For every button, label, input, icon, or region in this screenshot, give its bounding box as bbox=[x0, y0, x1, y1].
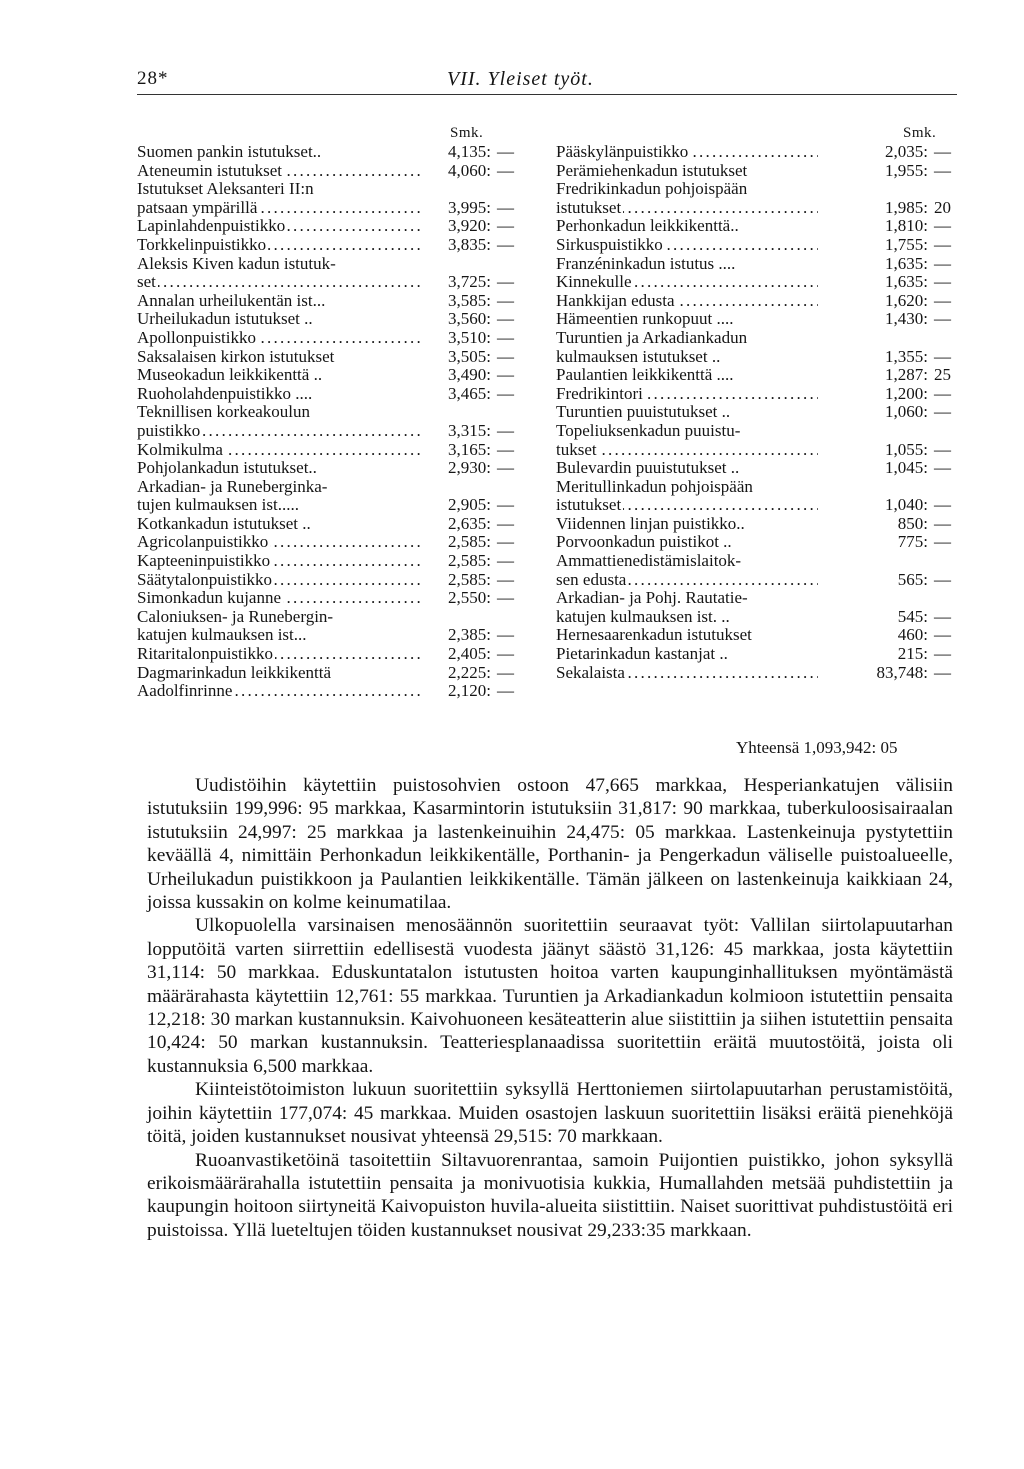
expense-item-name: Agricolanpuistikko . . . bbox=[137, 533, 429, 552]
expense-row bbox=[556, 292, 962, 311]
expense-item-fraction: — bbox=[497, 327, 514, 347]
expense-item-fraction: — bbox=[934, 662, 951, 682]
expense-row bbox=[137, 608, 527, 627]
expense-item-name: Hämeentien runkopuut .... bbox=[556, 310, 734, 329]
expense-row bbox=[137, 664, 527, 683]
expense-item-name: Sirkuspuistikko . . . bbox=[556, 236, 818, 255]
expense-row bbox=[556, 255, 962, 274]
expense-item-amount: 3,585: bbox=[448, 290, 491, 310]
expense-item-fraction: — bbox=[497, 551, 514, 571]
grand-total: Yhteensä 1,093,942: 05 bbox=[736, 738, 898, 757]
expense-item-amount: 1,040: bbox=[885, 495, 928, 515]
expense-item-name: Fredrikinkadun pohjoispään bbox=[556, 180, 748, 199]
expense-row bbox=[556, 236, 962, 255]
expense-item-fraction: — bbox=[934, 346, 951, 366]
expense-item-fraction: — bbox=[934, 625, 951, 645]
expense-item-fraction: — bbox=[497, 272, 514, 292]
expense-item-name: Apollonpuistikko . . . bbox=[137, 329, 429, 348]
expense-item-name: Bulevardin puuistutukset .. bbox=[556, 459, 740, 478]
expense-item-name: tukset . . . bbox=[556, 441, 818, 460]
expense-row bbox=[137, 552, 527, 571]
expense-item-name: Turuntien ja Arkadiankadun bbox=[556, 328, 748, 347]
right-expense-column bbox=[556, 124, 962, 682]
expense-item-name: Caloniuksen- ja Runebergin- bbox=[137, 607, 334, 626]
expense-row bbox=[137, 571, 527, 590]
expense-row bbox=[137, 682, 527, 701]
expense-row bbox=[556, 496, 962, 515]
expense-item-amount: 3,995: bbox=[448, 197, 491, 217]
expense-item-name: katujen kulmauksen ist. .. bbox=[556, 607, 730, 626]
expense-item-amount: 1,810: bbox=[885, 216, 928, 236]
expense-row bbox=[556, 571, 962, 590]
expense-item-fraction: — bbox=[934, 272, 951, 292]
expense-item-name: Kapteeninpuistikko . . . bbox=[137, 552, 429, 571]
expense-item-amount: 83,748: bbox=[876, 662, 928, 682]
expense-item-fraction: — bbox=[934, 234, 951, 254]
left-expense-list bbox=[137, 143, 527, 701]
expense-item-amount: 2,635: bbox=[448, 513, 491, 533]
expense-item-name: Annalan urheilukentän ist... bbox=[137, 291, 326, 310]
expense-item-fraction: — bbox=[497, 420, 514, 440]
expense-item-amount: 2,385: bbox=[448, 625, 491, 645]
expense-item-fraction: — bbox=[934, 160, 951, 180]
expense-item-amount: 2,225: bbox=[448, 662, 491, 682]
expense-item-fraction: — bbox=[497, 234, 514, 254]
expense-item-fraction: — bbox=[497, 569, 514, 589]
expense-item-fraction: — bbox=[497, 495, 514, 515]
expense-item-name: Franzéninkadun istutus .... bbox=[556, 254, 736, 273]
expense-row bbox=[556, 310, 962, 329]
expense-item-name: Ammattienedistämislaitok- bbox=[556, 552, 742, 571]
expense-row bbox=[137, 366, 527, 385]
expense-item-fraction: — bbox=[934, 216, 951, 236]
expense-item-amount: 1,430: bbox=[885, 309, 928, 329]
expense-item-amount: 215: bbox=[897, 644, 928, 664]
page-number: 28* bbox=[137, 68, 169, 89]
paragraph-real-estate: Kiinteistötoimiston lukuun suoritettiin syksyllä Herttoniemen siirtolapuutarhan perustamistöitä, joihin käytettiin 177,074: 45 markkaa. Muiden osastojen laskuun suoritettiin lisäksi eräitä pienehköjä töitä, joiden kustannukset nousivat yhteensä 29,515: 70 markkaan. bbox=[147, 1079, 953, 1148]
expense-row bbox=[556, 162, 962, 181]
expense-item-amount: 1,755: bbox=[885, 234, 928, 254]
paragraph-renewals: Uudistöihin käytettiin puistosohvien ostoon 47,665 markkaa, Hesperiankatujen välisiin istutuksiin 199,996: 95 markkaa, Kasarmintorin istutuksiin 31,817: 90 markkaa, tuberkuloosisairaalan istutuksiin 24,997: 25 markkaa ja lastenkeinuihin 24,475: 05 markkaa. Lastenkeinuja pystytettiin keväällä 4, nimittäin Perhonkadun leikkikentälle, Porthanin- ja Pengerkadun väliselle puistoalueelle, Urheilukadun puistikkoon ja Paulantien leikkikentälle. Tämän jälkeen on lastenkeinuja kaikkiaan 24, joissa kussakin on kolme keinumatilaa. bbox=[147, 775, 953, 914]
expense-item-fraction: — bbox=[934, 644, 951, 664]
expense-item-fraction: — bbox=[934, 402, 951, 422]
expense-row bbox=[137, 329, 527, 348]
expense-item-name: Arkadian- ja Pohj. Rautatie- bbox=[556, 589, 748, 608]
expense-item-amount: 3,315: bbox=[448, 420, 491, 440]
expense-item-amount: 1,955: bbox=[885, 160, 928, 180]
expense-row bbox=[556, 217, 962, 236]
expense-item-name: Säätytalonpuistikko . . . bbox=[137, 571, 429, 590]
expense-item-name: Arkadian- ja Runeberginka- bbox=[137, 477, 328, 496]
expense-item-amount: 1,287: bbox=[885, 365, 928, 385]
currency-header-left: Smk. bbox=[450, 125, 484, 141]
expense-item-amount: 2,120: bbox=[448, 681, 491, 701]
expense-row bbox=[556, 273, 962, 292]
expense-row bbox=[556, 180, 962, 199]
expense-item-fraction: — bbox=[934, 569, 951, 589]
expense-item-amount: 2,550: bbox=[448, 588, 491, 608]
expense-row bbox=[137, 236, 527, 255]
expense-row bbox=[137, 459, 527, 478]
expense-row bbox=[556, 608, 962, 627]
expense-row bbox=[556, 589, 962, 608]
expense-row bbox=[137, 533, 527, 552]
expense-item-name: kulmauksen istutukset .. bbox=[556, 347, 721, 366]
expense-item-name: Suomen pankin istutukset.. bbox=[137, 143, 322, 161]
expense-item-fraction: — bbox=[497, 644, 514, 664]
expense-item-name: Kotkankadun istutukset .. bbox=[137, 514, 311, 533]
expense-row bbox=[556, 422, 962, 441]
expense-row bbox=[137, 515, 527, 534]
expense-item-amount: 1,055: bbox=[885, 439, 928, 459]
expense-item-name: sen edusta . . . bbox=[556, 571, 818, 590]
paragraph-extra-budget: Ulkopuolella varsinaisen menosäännön suoritettiin seuraavat työt: Vallilan siirtolapuutarhan lopputöitä varten siirrettiin edellisestä vuodesta jäänyt säästö 31,126: 45 markkaa, josta käytettiin 31,114: 50 markkaa. Eduskuntatalon istutusten hoitoa varten kaupunginhallituksen myöntämästä määrärahasta käytettiin 12,761: 55 markkaa. Turuntien ja Arkadiankadun kolmioon istutettiin pensaita 12,218: 30 markan kustannuksin. Kaivohuoneen kesäteatterin alue siistittiin ja siihen istutettiin pensaita 10,424: 50 markan kustannuksin. Teatteriesplanaadissa suoritettiin eräitä muutostöitä, joista oli kustannuksia 6,500 markkaa. bbox=[147, 915, 953, 1077]
expense-item-amount: 775: bbox=[897, 532, 928, 552]
expense-item-name: Pohjolankadun istutukset.. bbox=[137, 459, 317, 478]
expense-row bbox=[556, 459, 962, 478]
expense-item-fraction: — bbox=[497, 309, 514, 329]
expense-item-amount: 2,585: bbox=[448, 569, 491, 589]
expense-item-amount: 3,490: bbox=[448, 365, 491, 385]
expense-item-fraction: — bbox=[497, 532, 514, 552]
expense-item-fraction: — bbox=[934, 495, 951, 515]
currency-header-right: Smk. bbox=[903, 125, 937, 141]
expense-item-amount: 850: bbox=[897, 513, 928, 533]
expense-row bbox=[137, 441, 527, 460]
expense-item-fraction: — bbox=[497, 216, 514, 236]
expense-item-fraction: — bbox=[497, 346, 514, 366]
expense-row bbox=[556, 626, 962, 645]
page-header bbox=[137, 62, 957, 98]
expense-item-fraction: — bbox=[497, 290, 514, 310]
expense-item-amount: 3,560: bbox=[448, 309, 491, 329]
expense-row bbox=[137, 589, 527, 608]
expense-item-amount: 1,355: bbox=[885, 346, 928, 366]
expense-item-amount: 3,510: bbox=[448, 327, 491, 347]
expense-item-amount: 1,620: bbox=[885, 290, 928, 310]
header-rule bbox=[137, 94, 957, 95]
expense-row bbox=[137, 478, 527, 497]
expense-row bbox=[137, 162, 527, 181]
expense-item-fraction: — bbox=[497, 383, 514, 403]
expense-row bbox=[556, 441, 962, 460]
expense-row bbox=[137, 143, 527, 162]
expense-row bbox=[556, 348, 962, 367]
expense-item-fraction: — bbox=[934, 606, 951, 626]
chapter-title: VII. Yleiset työt. bbox=[447, 68, 594, 90]
expense-row bbox=[556, 515, 962, 534]
expense-item-name: Perhonkadun leikkikenttä.. bbox=[556, 217, 739, 236]
expense-item-fraction: — bbox=[934, 383, 951, 403]
expense-row bbox=[556, 143, 962, 162]
expense-item-name: Pääskylänpuistikko . . . bbox=[556, 143, 818, 162]
expense-item-name: istutukset . . . bbox=[556, 496, 818, 515]
expense-row bbox=[137, 217, 527, 236]
expense-item-name: Aleksis Kiven kadun istutuk- bbox=[137, 254, 336, 273]
expense-item-name: puistikko . . . bbox=[137, 422, 429, 441]
expense-item-name: Pietarinkadun kastanjat .. bbox=[556, 645, 728, 664]
expense-row bbox=[556, 366, 962, 385]
expense-item-fraction: — bbox=[934, 309, 951, 329]
expense-item-name: Sekalaista . . . bbox=[556, 664, 818, 683]
expense-item-name: Kolmikulma . . . bbox=[137, 441, 429, 460]
expense-item-name: Aadolfinrinne . . . bbox=[137, 682, 429, 701]
expense-item-amount: 3,725: bbox=[448, 272, 491, 292]
expense-item-fraction: — bbox=[497, 458, 514, 478]
expense-item-amount: 2,405: bbox=[448, 644, 491, 664]
expense-item-fraction: — bbox=[497, 142, 514, 161]
expense-item-fraction: — bbox=[934, 142, 951, 161]
expense-item-name: Simonkadun kujanne . . . bbox=[137, 589, 429, 608]
expense-row bbox=[137, 626, 527, 645]
expense-item-name: Kinnekulle . . . bbox=[556, 273, 818, 292]
expense-item-name: Fredrikintori . . . bbox=[556, 385, 818, 404]
paragraph-relief-work: Ruoanvastiketöinä tasoitettiin Siltavuorenrantaa, samoin Puijontien puistikko, johon syksyllä erikoismäärärahalla istutettiin pensaita ja monivuotisia kukkia, Humallahden metsää puhdistettiin ja kaupungin hoitoon siirtyneitä Kaivopuiston huvila-alueita siistittiin. Naiset suorittivat puhdistustöitä eri puistoissa. Yllä lueteltujen töiden kustannukset nousivat 29,233:35 markkaan. bbox=[147, 1149, 953, 1241]
expense-row bbox=[137, 310, 527, 329]
expense-item-fraction: — bbox=[934, 253, 951, 273]
expense-item-amount: 1,635: bbox=[885, 253, 928, 273]
expense-row bbox=[556, 478, 962, 497]
expense-item-name: Topeliuksenkadun puuistu- bbox=[556, 421, 741, 440]
expense-item-name: Porvoonkadun puistikot .. bbox=[556, 533, 732, 552]
expense-item-fraction: — bbox=[497, 681, 514, 701]
expense-row bbox=[556, 403, 962, 422]
expense-item-amount: 545: bbox=[897, 606, 928, 626]
expense-row bbox=[137, 292, 527, 311]
expense-item-name: Lapinlahdenpuistikko . . . bbox=[137, 217, 429, 236]
expense-item-fraction: — bbox=[497, 160, 514, 180]
expense-row bbox=[137, 403, 527, 422]
expense-item-name: Ateneumin istutukset . . . bbox=[137, 162, 429, 181]
expense-item-fraction: — bbox=[934, 458, 951, 478]
expense-row bbox=[137, 180, 527, 199]
expense-row bbox=[556, 385, 962, 404]
expense-item-name: katujen kulmauksen ist... bbox=[137, 626, 307, 645]
expense-row bbox=[556, 552, 962, 571]
expense-item-fraction: — bbox=[934, 532, 951, 552]
expense-item-amount: 1,060: bbox=[885, 402, 928, 422]
expense-item-amount: 3,920: bbox=[448, 216, 491, 236]
expense-item-amount: 4,135: bbox=[448, 142, 491, 161]
expense-item-amount: 1,200: bbox=[885, 383, 928, 403]
expense-item-name: Istutukset Aleksanteri II:n bbox=[137, 180, 314, 199]
expense-item-amount: 2,930: bbox=[448, 458, 491, 478]
expense-item-fraction: — bbox=[497, 197, 514, 217]
expense-item-name: Meritullinkadun pohjoispään bbox=[556, 477, 753, 496]
expense-item-amount: 1,635: bbox=[885, 272, 928, 292]
expense-item-amount: 2,585: bbox=[448, 551, 491, 571]
expense-item-amount: 2,905: bbox=[448, 495, 491, 515]
expense-item-amount: 4,060: bbox=[448, 160, 491, 180]
expense-item-name: Museokadun leikkikenttä .. bbox=[137, 366, 323, 385]
expense-item-fraction: — bbox=[934, 439, 951, 459]
expense-item-amount: 2,585: bbox=[448, 532, 491, 552]
expense-item-fraction: — bbox=[934, 290, 951, 310]
expense-item-fraction: — bbox=[497, 662, 514, 682]
expense-item-fraction: 25 bbox=[934, 365, 951, 385]
expense-item-fraction: — bbox=[497, 439, 514, 459]
expense-item-name: Paulantien leikkikenttä .... bbox=[556, 366, 734, 385]
expense-item-name: Torkkelinpuistikko . . . bbox=[137, 236, 429, 255]
expense-item-name: Dagmarinkadun leikkikenttä bbox=[137, 663, 332, 682]
expense-row bbox=[556, 199, 962, 218]
expense-row bbox=[137, 273, 527, 292]
expense-item-name: Urheilukadun istutukset .. bbox=[137, 310, 313, 329]
expense-row bbox=[137, 385, 527, 404]
expense-item-amount: 460: bbox=[897, 625, 928, 645]
expense-item-name: Saksalaisen kirkon istutukset bbox=[137, 347, 335, 366]
expense-row bbox=[137, 422, 527, 441]
expense-row bbox=[137, 348, 527, 367]
expense-row bbox=[137, 645, 527, 664]
expense-item-name: Ruoholahdenpuistikko .... bbox=[137, 384, 313, 403]
expense-item-name: Hernesaarenkadun istutukset bbox=[556, 626, 752, 645]
expense-item-fraction: 20 bbox=[934, 197, 951, 217]
expense-item-amount: 565: bbox=[897, 569, 928, 589]
expense-item-name: Teknillisen korkeakoulun bbox=[137, 403, 311, 422]
expense-item-fraction: — bbox=[497, 588, 514, 608]
expense-row bbox=[556, 329, 962, 348]
expense-item-name: istutukset . . . bbox=[556, 199, 818, 218]
expense-row bbox=[556, 664, 962, 683]
expense-item-fraction: — bbox=[934, 513, 951, 533]
expense-row bbox=[556, 533, 962, 552]
expense-item-fraction: — bbox=[497, 625, 514, 645]
expense-item-amount: 2,035: bbox=[885, 142, 928, 161]
body-text bbox=[147, 774, 953, 1242]
expense-item-name: tujen kulmauksen ist..... bbox=[137, 496, 299, 515]
expense-item-name: set . . . bbox=[137, 273, 429, 292]
expense-item-name: patsaan ympärillä . . . bbox=[137, 199, 429, 218]
expense-item-name: Ritaritalonpuistikko . . . bbox=[137, 645, 429, 664]
expense-item-amount: 3,465: bbox=[448, 383, 491, 403]
expense-item-amount: 3,505: bbox=[448, 346, 491, 366]
expense-item-amount: 1,045: bbox=[885, 458, 928, 478]
expense-item-name: Turuntien puuistutukset .. bbox=[556, 403, 731, 422]
expense-item-amount: 3,835: bbox=[448, 234, 491, 254]
expense-item-amount: 3,165: bbox=[448, 439, 491, 459]
left-expense-column bbox=[137, 124, 527, 701]
expense-item-amount: 1,985: bbox=[885, 197, 928, 217]
expense-row bbox=[137, 199, 527, 218]
right-expense-list bbox=[556, 143, 962, 682]
expense-item-name: Viidennen linjan puistikko.. bbox=[556, 514, 745, 533]
expense-item-name: Perämiehenkadun istutukset bbox=[556, 161, 748, 180]
expense-item-name: Hankkijan edusta . . . bbox=[556, 292, 818, 311]
expense-row bbox=[137, 496, 527, 515]
expense-item-fraction: — bbox=[497, 513, 514, 533]
expense-item-fraction: — bbox=[497, 365, 514, 385]
expense-row bbox=[556, 645, 962, 664]
expense-row bbox=[137, 255, 527, 274]
